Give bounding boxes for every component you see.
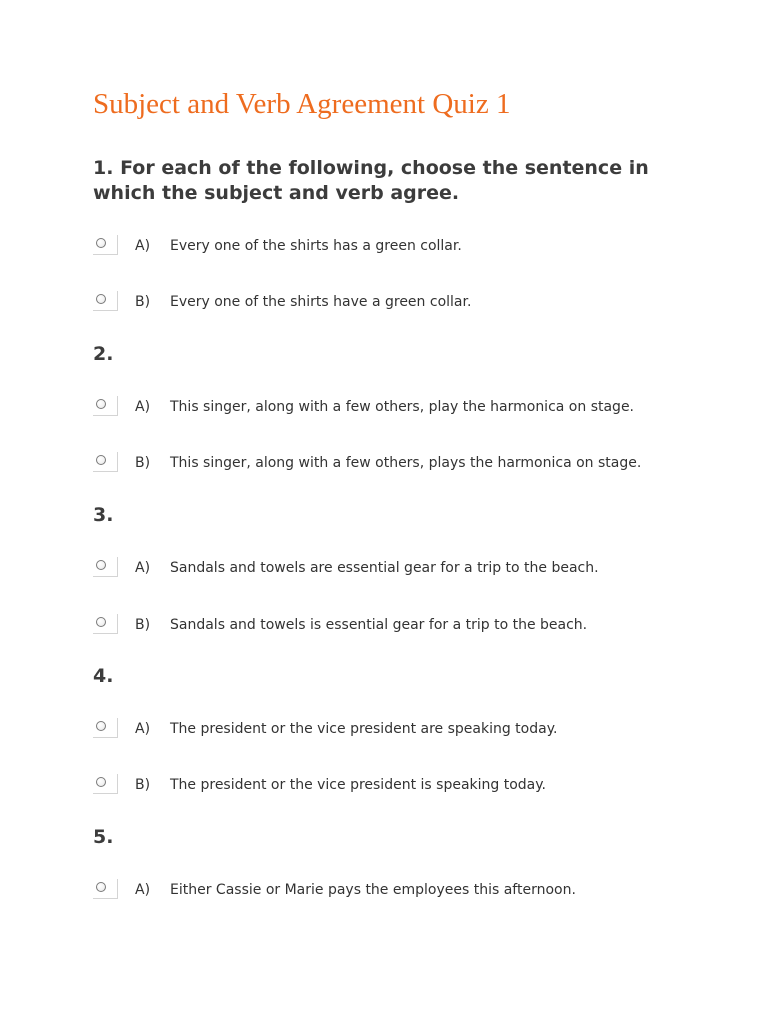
- option-text: Either Cassie or Marie pays the employees this afternoon.: [170, 882, 576, 898]
- option-letter: A): [135, 721, 151, 737]
- question-number: 2.: [93, 343, 114, 365]
- radio-circle-icon: [96, 560, 106, 570]
- option-letter: A): [135, 560, 151, 576]
- option-letter: B): [135, 777, 151, 793]
- option-text: Sandals and towels are essential gear for a trip to the beach.: [170, 560, 599, 576]
- option-text: This singer, along with a few others, plays the harmonica on stage.: [170, 455, 642, 471]
- question-number: 3.: [93, 504, 114, 526]
- question-1-heading: [93, 156, 693, 206]
- option-text: The president or the vice president is speaking today.: [170, 777, 546, 793]
- question-prompt: For each of the following, choose the sentence in which the subject and verb agree.: [93, 157, 649, 204]
- option-text: This singer, along with a few others, play the harmonica on stage.: [170, 399, 635, 415]
- question-number: 5.: [93, 826, 114, 848]
- option-text: The president or the vice president are speaking today.: [170, 721, 558, 737]
- question-4-option-a[interactable]: [93, 718, 713, 742]
- radio-circle-icon: [96, 294, 106, 304]
- option-letter: A): [135, 238, 151, 254]
- question-3-option-b[interactable]: [93, 614, 713, 638]
- question-1-option-a[interactable]: [93, 235, 713, 259]
- radio-button[interactable]: [93, 396, 118, 416]
- question-5-option-a[interactable]: [93, 879, 713, 903]
- radio-button[interactable]: [93, 718, 118, 738]
- question-2-heading: [93, 342, 113, 367]
- question-number: 1.: [93, 157, 114, 179]
- question-number: 4.: [93, 665, 114, 687]
- option-text: Every one of the shirts have a green collar.: [170, 294, 472, 310]
- option-letter: B): [135, 294, 151, 310]
- question-2-option-b[interactable]: [93, 452, 713, 476]
- radio-circle-icon: [96, 399, 106, 409]
- option-letter: B): [135, 455, 151, 471]
- option-text: Sandals and towels is essential gear for a trip to the beach.: [170, 617, 588, 633]
- option-letter: B): [135, 617, 151, 633]
- radio-button[interactable]: [93, 774, 118, 794]
- radio-circle-icon: [96, 721, 106, 731]
- question-3-heading: [93, 503, 113, 528]
- radio-circle-icon: [96, 777, 106, 787]
- radio-button[interactable]: [93, 557, 118, 577]
- question-5-heading: [93, 825, 113, 850]
- question-1-option-b[interactable]: [93, 291, 713, 315]
- radio-button[interactable]: [93, 879, 118, 899]
- radio-button[interactable]: [93, 291, 118, 311]
- radio-circle-icon: [96, 882, 106, 892]
- radio-circle-icon: [96, 238, 106, 248]
- page-title: Subject and Verb Agreement Quiz 1: [93, 88, 511, 120]
- question-3-option-a[interactable]: [93, 557, 713, 581]
- option-letter: A): [135, 399, 151, 415]
- option-letter: A): [135, 882, 151, 898]
- question-2-option-a[interactable]: [93, 396, 713, 420]
- radio-circle-icon: [96, 455, 106, 465]
- question-4-heading: [93, 664, 113, 689]
- radio-circle-icon: [96, 617, 106, 627]
- option-text: Every one of the shirts has a green collar.: [170, 238, 462, 254]
- question-4-option-b[interactable]: [93, 774, 713, 798]
- radio-button[interactable]: [93, 452, 118, 472]
- radio-button[interactable]: [93, 235, 118, 255]
- radio-button[interactable]: [93, 614, 118, 634]
